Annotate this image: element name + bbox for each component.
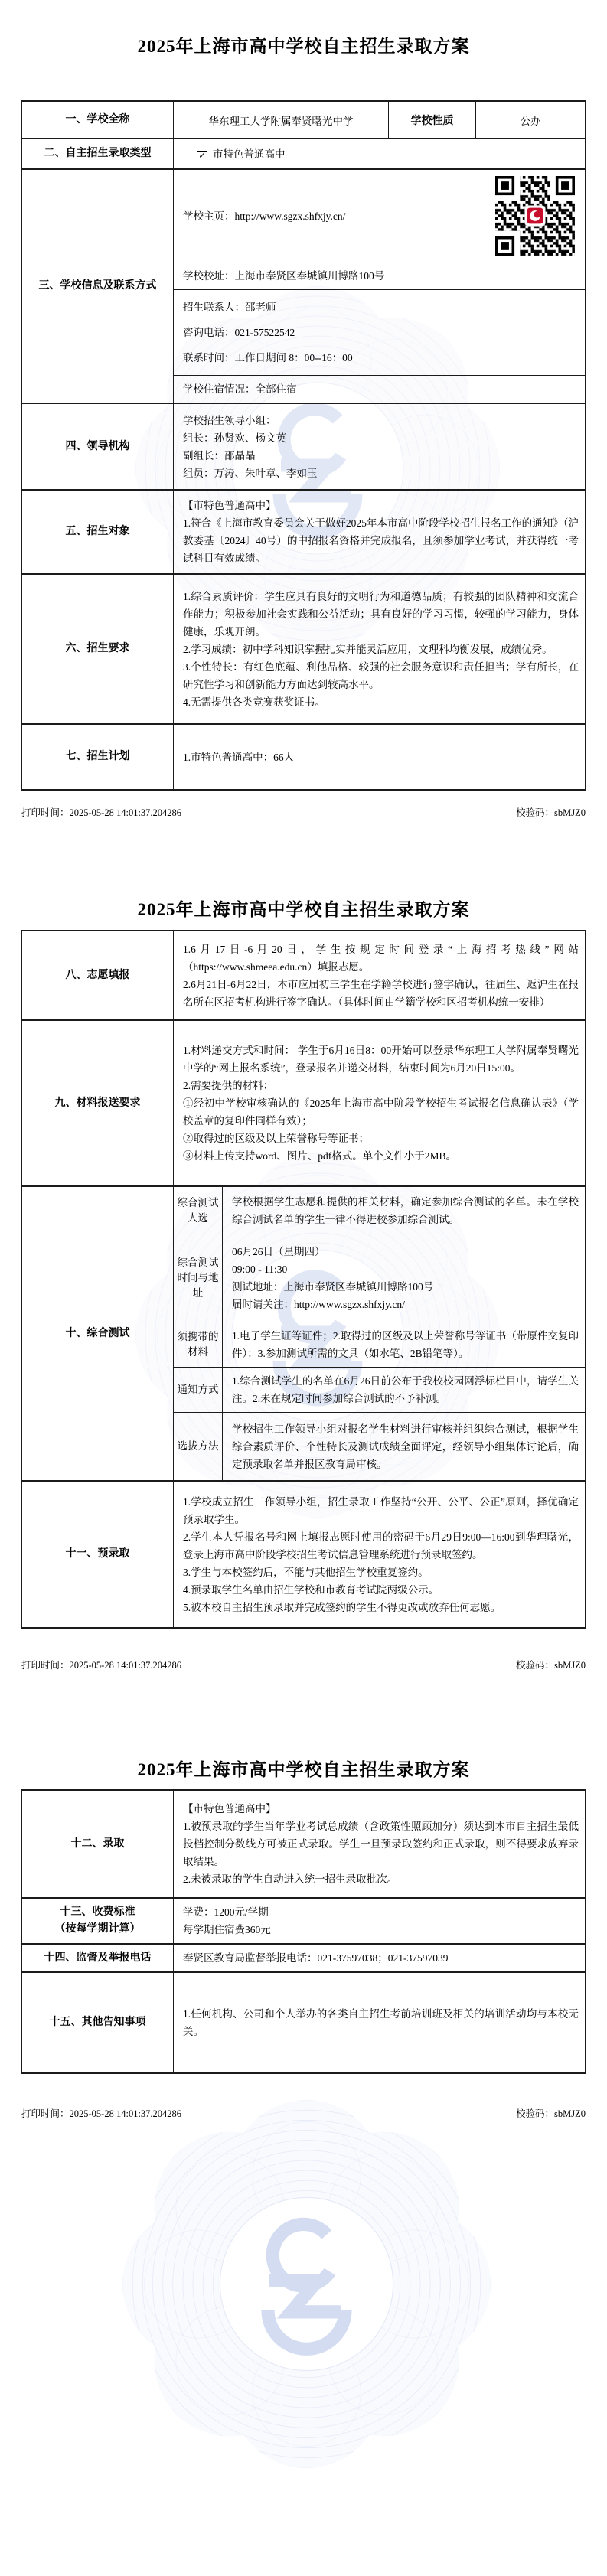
page3-footer bbox=[21, 2106, 586, 2120]
text-line: 2.学生本人凭报名号和网上填报志愿时使用的密码于6月29日9:00—16:00到华理曙光，登录上海市高中阶段学校招生考试信息管理系统进行预录取签约。 bbox=[183, 1531, 579, 1560]
school-homepage-row bbox=[174, 170, 585, 262]
row-plan bbox=[22, 723, 585, 789]
row-supervision-label: 十四、监督及举报电话 bbox=[44, 1952, 152, 1964]
school-info-subcol bbox=[173, 170, 585, 403]
fees-label-line2: （按每学期计算） bbox=[54, 1923, 141, 1935]
text-line: 2.未被录取的学生自动进入统一招生录取批次。 bbox=[183, 1873, 398, 1885]
admission-type-text: 市特色普通高中 bbox=[213, 148, 286, 160]
row-comprehensive-test bbox=[22, 1185, 585, 1480]
test-time-place-key: 综合测试时间与地址 bbox=[177, 1257, 219, 1299]
row-other-notices bbox=[22, 1971, 585, 2072]
admission-type-option bbox=[197, 145, 579, 163]
text-line: 2.需要提供的材料： bbox=[183, 1080, 274, 1091]
row-admission-type bbox=[22, 138, 585, 168]
row-fees-label bbox=[22, 1899, 173, 1943]
page1-table bbox=[21, 100, 586, 791]
school-homepage bbox=[174, 170, 485, 262]
fees-label-line1: 十三、收费标准 bbox=[60, 1906, 135, 1918]
text-line: 2.6月21日-6月22日，本市应届初三学生在学籍学校进行签字确认，往届生、返沪生在报名所在区招考机构进行签字确认。（具体时间由学籍学校和区招考机构统一安排） bbox=[183, 978, 579, 1008]
contact-time-text: 联系时间：工作日期间 8：00--16：00 bbox=[183, 352, 353, 364]
test-notify-key: 通知方式 bbox=[177, 1384, 219, 1395]
text-line: 1.综合测试学生的名单在6月26日前公布于我校校园网浮标栏目中，请学生关注。2.未在规定时间参加综合测试的不予补测。 bbox=[232, 1375, 579, 1404]
target-content bbox=[173, 491, 585, 573]
row-target bbox=[22, 489, 585, 573]
row-admission-type-label: 二、自主招生录取类型 bbox=[44, 148, 152, 159]
row-comprehensive-test-label: 十、综合测试 bbox=[65, 1327, 130, 1339]
qr-code-cell bbox=[485, 170, 585, 262]
text-line: ①经初中学校审核确认的《2025年上海市高中阶段学校招生考试报名信息确认表》（学校盖章的复印件同样有效）； bbox=[183, 1097, 579, 1127]
row-leadership bbox=[22, 403, 585, 489]
text-line: 3.学生与本校签约后，不能与其他招生学校重复签约。 bbox=[183, 1566, 429, 1578]
school-lodging-row bbox=[174, 375, 585, 403]
plan-content bbox=[173, 725, 585, 789]
row-school-info-label: 三、学校信息及联系方式 bbox=[38, 280, 157, 292]
rosette-watermark bbox=[113, 2091, 500, 2477]
test-candidates-content bbox=[222, 1187, 585, 1234]
checksum: 校验码：sbMJZ0 bbox=[516, 2108, 586, 2119]
text-line: 1.综合素质评价：学生应具有良好的文明行为和道德品质；有较强的团队精神和交流合作能力；积极参加社会实践和公益活动；具有良好的学习习惯，较强的学习能力，身体健康，乐观开朗。 bbox=[183, 590, 579, 637]
admission-type-content bbox=[173, 139, 585, 168]
materials-content bbox=[173, 1021, 585, 1185]
school-lodging-text: 学校住宿情况：全部住宿 bbox=[183, 383, 297, 395]
test-candidates-key: 综合测试人选 bbox=[177, 1196, 219, 1224]
volunteer-content bbox=[173, 931, 585, 1019]
text-line: ②取得过的区级及以上荣誉称号等证书； bbox=[183, 1133, 369, 1144]
row-materials-label: 九、材料报送要求 bbox=[54, 1097, 141, 1109]
text-line: 1.电子学生证等证件；2.取得过的区级及以上荣誉称号等证书（带原件交复印件）；3.参加测试所需的文具（如水笔、2B铅笔等）。 bbox=[232, 1330, 579, 1359]
print-time: 打印时间：2025-05-28 14:01:37.204286 bbox=[21, 2108, 182, 2119]
text-line: 组员：万涛、朱叶章、李如玉 bbox=[183, 467, 318, 479]
fees-content bbox=[173, 1899, 585, 1943]
text-line: 组长：孙贤欢、杨文英 bbox=[183, 432, 286, 444]
leadership-content bbox=[173, 404, 585, 489]
school-contact-row bbox=[174, 289, 585, 375]
row-pre-admission-label: 十一、预录取 bbox=[65, 1548, 130, 1560]
page2-footer bbox=[21, 1658, 586, 1671]
page2-title: 2025年上海市高中学校自主招生录取方案 bbox=[137, 900, 470, 919]
print-time: 打印时间：2025-05-28 14:01:37.204286 bbox=[21, 1660, 182, 1671]
row-admission bbox=[22, 1791, 585, 1897]
supervision-content bbox=[173, 1945, 585, 1971]
row-volunteer-label: 八、志愿填报 bbox=[65, 969, 130, 981]
text-line: 5.被本校自主招生预录取并完成签约的学生不得更改或放弃任何志愿。 bbox=[183, 1601, 501, 1613]
text-line: 1.任何机构、公司和个人举办的各类自主招生考前培训班及相关的培训活动均与本校无关。 bbox=[183, 2008, 579, 2037]
page1-footer bbox=[21, 805, 586, 819]
row-other-notices-label: 十五、其他告知事项 bbox=[49, 2017, 146, 2028]
page3-table bbox=[21, 1789, 586, 2074]
contact-person-text: 招生联系人：邵老师 bbox=[183, 302, 276, 313]
page2-table bbox=[21, 930, 586, 1629]
school-address bbox=[174, 262, 585, 289]
pre-admission-content bbox=[173, 1482, 585, 1627]
text-line: 【市特色普通高中】 bbox=[183, 1803, 276, 1815]
row-pre-admission bbox=[22, 1480, 585, 1627]
text-line: 测试地址：上海市奉贤区奉城镇川博路100号 bbox=[232, 1281, 434, 1293]
text-line: 学校根据学生志愿和提供的相关材料，确定参加综合测试的名单。未在学校综合测试名单的学生一律不得进校参加综合测试。 bbox=[232, 1195, 579, 1225]
test-time-place-content bbox=[222, 1234, 585, 1322]
test-selection-content bbox=[222, 1413, 585, 1480]
print-time: 打印时间：2025-05-28 14:01:37.204286 bbox=[21, 807, 182, 818]
page1-title: 2025年上海市高中学校自主招生录取方案 bbox=[137, 37, 470, 56]
row-volunteer bbox=[22, 931, 585, 1019]
red-flower-logo bbox=[525, 206, 546, 227]
school-address-row bbox=[174, 262, 585, 289]
text-line: 1.材料递交方式和时间： 学生于6月16日8：00开始可以登录华东理工大学附属奉贤曙光中学的“网上报名系统”，登录报名并递交材料，结束时间为6月20日15:00。 bbox=[183, 1045, 579, 1074]
row-leadership-label: 四、领导机构 bbox=[65, 440, 130, 452]
row-target-label: 五、招生对象 bbox=[65, 526, 130, 537]
text-line: 1.市特色普通高中：66人 bbox=[183, 751, 295, 763]
contact-phone-text: 咨询电话：021-57522542 bbox=[183, 327, 295, 338]
comprehensive-test-subcol bbox=[173, 1187, 585, 1480]
text-line: 2.学习成绩：初中学科知识掌握扎实并能灵活应用，文理科均衡发展，成绩优秀。 bbox=[183, 643, 553, 655]
text-line: 学校招生领导小组： bbox=[183, 414, 276, 426]
text-line: 09:00 - 11:30 bbox=[232, 1264, 288, 1275]
text-line: ③材料上传支持word、图片、pdf格式。单个文件小于2MB。 bbox=[183, 1150, 456, 1162]
checksum: 校验码：sbMJZ0 bbox=[516, 1660, 586, 1671]
text-line: 副组长：邵晶晶 bbox=[183, 449, 256, 461]
text-line: 1.被预录取的学生当年学业考试总成绩（含政策性照顾加分）须达到本市自主招生最低投档控制分数线方可被正式录取。学生一旦预录取签约和正式录取，则不得要求放弃录取结果。 bbox=[183, 1821, 579, 1867]
text-line: 1.学校成立招生工作领导小组，招生录取工作坚持“公开、公平、公正”原则，择优确定预录取学生。 bbox=[183, 1495, 579, 1525]
test-bring-materials-key: 须携带的材料 bbox=[177, 1331, 219, 1358]
text-line: 1.符合《上海市教育委员会关于做好2025年本市高中阶段学校招生报名工作的通知》（沪教委基〔2024〕40号）的中招报名资格并完成报名，且须参加学业考试，并获得统一考试科目有效成绩。 bbox=[183, 517, 579, 564]
row-school-name-label: 一、学校全称 bbox=[65, 113, 130, 126]
test-notify-row bbox=[174, 1367, 585, 1412]
school-lodging bbox=[174, 376, 585, 403]
text-line: 4.预录取学生名单由招生学校和市教育考试院两级公示。 bbox=[183, 1583, 439, 1596]
test-selection-key: 选拔方法 bbox=[177, 1440, 219, 1452]
school-homepage-text: 学校主页：http://www.sgzx.shfxjy.cn/ bbox=[183, 210, 346, 222]
row-materials bbox=[22, 1019, 585, 1185]
row-requirements-label: 六、招生要求 bbox=[65, 643, 130, 654]
text-line: 每学期住宿费360元 bbox=[183, 1924, 271, 1935]
row-school-info bbox=[22, 168, 585, 403]
text-line: 1.6月17日-6月20日，学生按规定时间登录“上海招考热线”网站（https://www.shmeea.edu.cn）填报志愿。 bbox=[183, 943, 579, 973]
text-line: 学费：1200元/学期 bbox=[183, 1906, 269, 1918]
checked-checkbox-icon bbox=[197, 151, 207, 161]
school-name-value: 华东理工大学附属奉贤曙光中学 bbox=[173, 102, 388, 138]
row-admission-label: 十二、录取 bbox=[70, 1837, 125, 1850]
text-line: 06月26日（星期四） bbox=[232, 1246, 325, 1257]
row-supervision bbox=[22, 1943, 585, 1971]
text-line: 4.无需提供各类竞赛获奖证书。 bbox=[183, 696, 325, 708]
school-address-text: 学校校址：上海市奉贤区奉城镇川博路100号 bbox=[183, 270, 385, 282]
text-line: 届时请关注：http://www.sgzx.shfxjy.cn/ bbox=[232, 1299, 405, 1310]
test-selection-row bbox=[174, 1412, 585, 1480]
test-bring-materials-row bbox=[174, 1322, 585, 1367]
test-bring-materials-content bbox=[222, 1322, 585, 1367]
text-line: 3.个性特长：有红色底蕴、利他品格、较强的社会服务意识和责任担当；学有所长，在研究性学习和创新能力方面达到较高水平。 bbox=[183, 660, 579, 690]
text-line: 【市特色普通高中】 bbox=[183, 500, 276, 511]
admission-content bbox=[173, 1791, 585, 1897]
school-nature-label: 学校性质 bbox=[388, 102, 475, 138]
row-requirements bbox=[22, 573, 585, 723]
row-fees bbox=[22, 1897, 585, 1943]
school-contact bbox=[174, 290, 585, 375]
school-nature-value: 公办 bbox=[475, 102, 585, 138]
page3-title: 2025年上海市高中学校自主招生录取方案 bbox=[137, 1760, 470, 1779]
requirements-content bbox=[173, 575, 585, 723]
test-candidates-row bbox=[174, 1187, 585, 1234]
row-plan-label: 七、招生计划 bbox=[65, 751, 130, 762]
other-notices-content bbox=[173, 1973, 585, 2072]
text-line: 奉贤区教育局监督举报电话：021-37597038；021-37597039 bbox=[183, 1952, 449, 1964]
text-line: 学校招生工作领导小组对报名学生材料进行审核并组织综合测试，根据学生综合素质评价、个性特长及测试成绩全面评定，经领导小组集体讨论后，确定预录取名单并报区教育局审核。 bbox=[232, 1423, 579, 1470]
test-time-place-row bbox=[174, 1234, 585, 1322]
checksum: 校验码：sbMJZ0 bbox=[516, 807, 586, 818]
test-notify-content bbox=[222, 1368, 585, 1412]
row-school-name bbox=[22, 102, 585, 138]
qr-code-image bbox=[495, 176, 575, 256]
